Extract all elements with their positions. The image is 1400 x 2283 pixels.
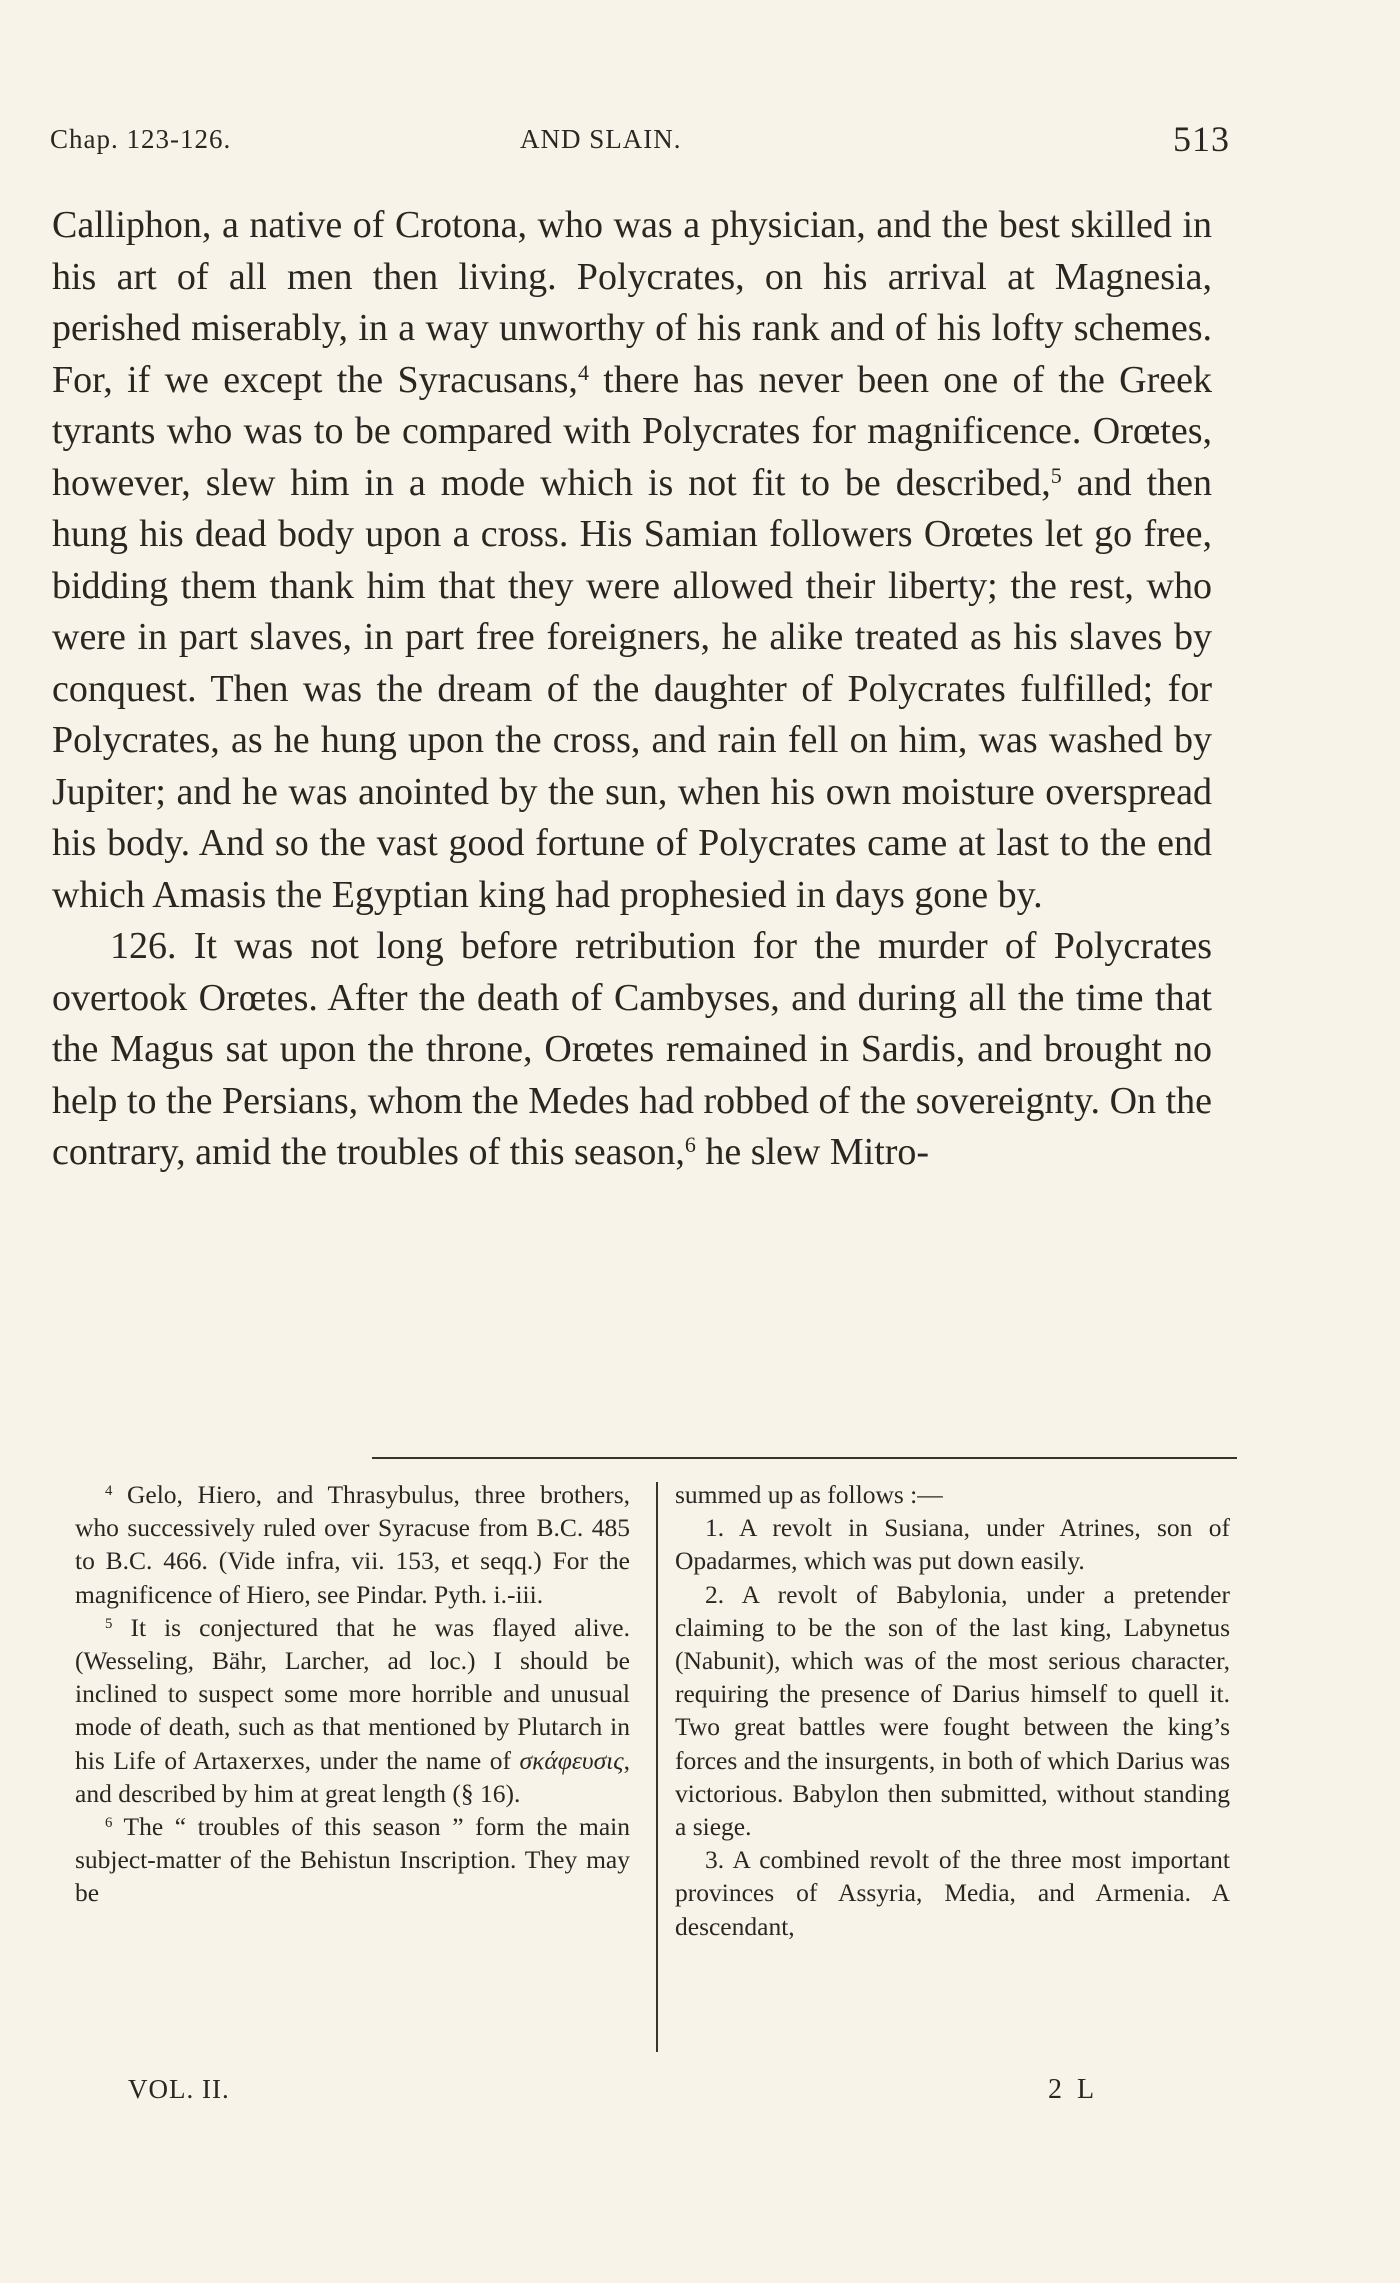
text-segment: 126. It was not long before retribution for the murder of Polycrates overtook Orœtes. After the death of Cambyses, and during all the time that the Magus sat upon the throne, Orœtes remained in Sardis, and brought no help to the Persians, whom the Medes had robbed of the sovereignty. On the contrary, amid the troubles of this season, xyxy=(52,925,1212,1173)
page-number: 513 xyxy=(1173,119,1230,159)
footnote-6 xyxy=(75,1810,630,1910)
volume-label: VOL. II. xyxy=(128,2074,230,2104)
footnote-text: 466. (Vide infra, vii. 153, et seqq.) For the magnificence of Hiero, see Pindar. Pyth. i.-iii. xyxy=(75,1546,630,1609)
footnote-rule xyxy=(372,1457,1237,1459)
footnote-text: The “ troubles of this season ” form the main subject-matter of the Behistun Inscription. They may be xyxy=(75,1812,630,1908)
column-divider xyxy=(656,1482,658,2052)
footnote-text: 485 to xyxy=(75,1513,631,1576)
footnote-list-item: 2. A revolt of Babylonia, under a pretender claiming to be the son of the last king, Labynetus (Nabunit), which was of the most serious character, requiring the presence of Darius himself to quell it. Two great battles were fought between the king’s forces and the insurgents, in both of which Darius was victorious. Babylon then submitted, without standing a siege. xyxy=(675,1579,1230,1842)
chapter-reference: Chap. 123-126. xyxy=(50,124,232,154)
footnote-text: , and described by him at great length (§ 16). xyxy=(75,1745,630,1808)
footnote-4 xyxy=(75,1478,630,1611)
footnote-ref-6: 6 xyxy=(684,1131,696,1157)
running-head xyxy=(50,118,1230,168)
paragraph-126 xyxy=(52,921,1212,1179)
era-abbrev: B.C. xyxy=(536,1513,584,1543)
footnote-column-left xyxy=(75,1478,630,1910)
greek-term: σκάφευσις xyxy=(519,1745,624,1775)
footnote-mark: 4 xyxy=(105,1482,113,1499)
signature-mark: 2 L xyxy=(1048,2074,1099,2105)
footnote-list-item: 3. A combined revolt of the three most important provinces of Assyria, Media, and Armenia. A descendant, xyxy=(675,1845,1230,1941)
text-segment: and then hung his dead body upon a cross. His Samian followers Orœtes let go free, bidding them thank him that they were allowed their liberty; the rest, who were in part slaves, in part free foreigners, he alike treated as his slaves by conquest. Then was the dream of the daughter of Polycrates fulfilled; for Polycrates, as he hung upon the cross, and rain fell on him, was washed by Jupiter; and he was anointed by the sun, when his own moisture overspread his body. And so the vast good fortune of Polycrates came at last to the end which Amasis the Egyptian king had prophesied in days gone by. xyxy=(52,461,1212,916)
footnote-text: Gelo, Hiero, and Thrasybulus, three brothers, who successively ruled over Syracuse from xyxy=(75,1480,630,1543)
text-segment: he slew Mitro- xyxy=(695,1131,930,1173)
paragraph xyxy=(52,200,1212,921)
footnote-ref-4: 4 xyxy=(577,359,589,385)
text-segment: there has never been one of the Greek tyrants who was to be compared with Polycrates for magnificence. Orœtes, however, slew him in a mode which is not fit to be described, xyxy=(52,358,1212,504)
footnote-5 xyxy=(75,1611,630,1810)
text-segment: Calliphon, a native of Crotona, who was a physician, and the best skilled in his art of all men then living. Polycrates, on his arrival at Magnesia, perished miserably, in a way unworthy of his rank and of his lofty schemes. For, if we except the Syracusans, xyxy=(52,204,1212,401)
main-text xyxy=(52,200,1212,1179)
footnotes xyxy=(75,1478,1235,2058)
footnote-text: It is conjectured that he was flayed alive. (Wesseling, Bähr, Larcher, ad loc.) I should be inclined to suspect some more horrible and unusual mode of death, such as that mentioned by Plutarch in his Life of Artaxerxes, under the name of xyxy=(75,1612,630,1775)
footnote-ref-5: 5 xyxy=(1050,462,1062,488)
page-footer xyxy=(0,2074,1400,2124)
era-abbrev: B.C. xyxy=(105,1546,153,1576)
running-title: AND SLAIN. xyxy=(520,124,682,154)
footnote-column-right xyxy=(675,1478,1230,1943)
footnote-list-item: 1. A revolt in Susiana, under Atrines, son of Opadarmes, which was put down easily. xyxy=(675,1513,1230,1576)
footnote-mark: 5 xyxy=(105,1615,113,1632)
footnote-continuation: summed up as follows :— xyxy=(675,1480,943,1509)
footnote-mark: 6 xyxy=(105,1814,113,1831)
